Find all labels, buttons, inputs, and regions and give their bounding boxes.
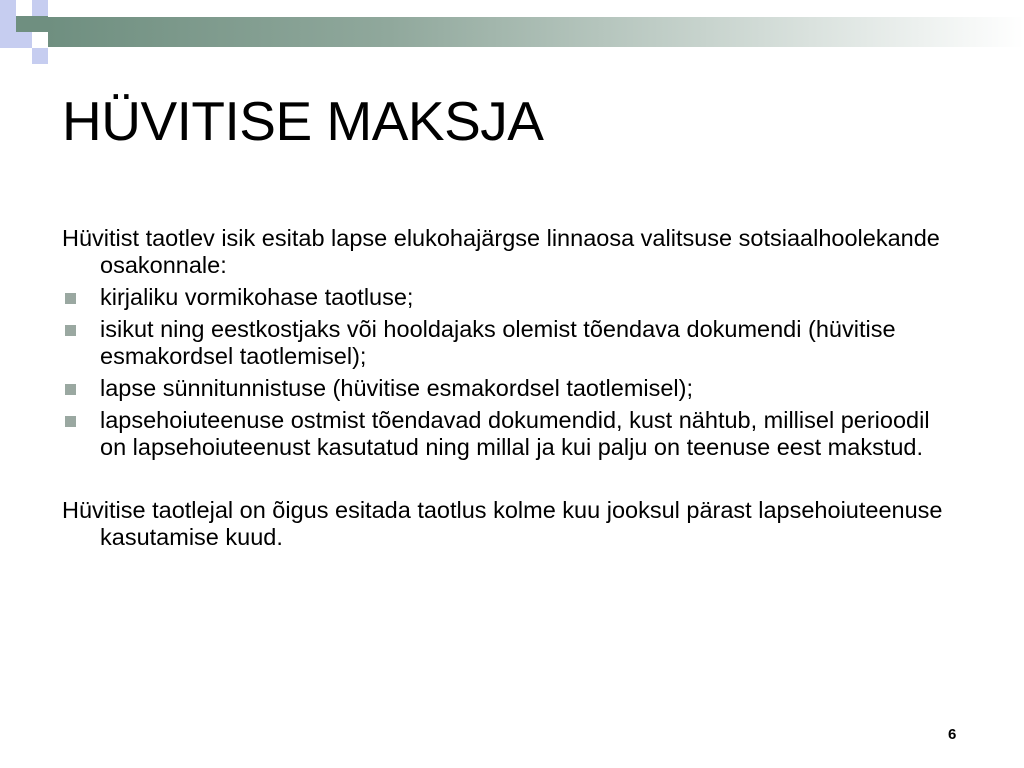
closing-paragraph: Hüvitise taotlejal on õigus esitada taotlus kolme kuu jooksul pärast lapsehoiuteenuse kasutamise kuud.: [62, 497, 943, 550]
deco-square: [32, 16, 48, 32]
bullet-item: [62, 375, 962, 402]
bullet-text: lapsehoiuteenuse ostmist tõendavad dokumendid, kust nähtub, millisel perioodil on lapsehoiuteenust kasutatud ning millal ja kui palju on teenuse eest makstud.: [100, 407, 930, 460]
deco-square: [0, 16, 16, 32]
deco-square: [16, 32, 32, 48]
gradient-bar: [48, 17, 1024, 47]
page-number: 6: [948, 726, 957, 743]
bullet-item: [62, 284, 962, 311]
slide-title: HÜVITISE MAKSJA: [62, 90, 544, 152]
square-bullet-icon: [65, 384, 76, 395]
deco-square: [48, 0, 64, 16]
square-bullet-icon: [65, 293, 76, 304]
header-gradient-bar-icon: [0, 0, 1024, 64]
deco-square: [16, 0, 32, 16]
bullet-text: kirjaliku vormikohase taotluse;: [100, 284, 414, 310]
header-decoration: [0, 0, 1024, 64]
square-bullet-icon: [65, 416, 76, 427]
square-bullet-icon: [65, 325, 76, 336]
deco-square: [0, 0, 16, 16]
deco-square: [32, 32, 48, 48]
bullet-text: lapse sünnitunnistuse (hüvitise esmakordsel taotlemisel);: [100, 375, 694, 401]
deco-square: [0, 32, 16, 48]
deco-square: [32, 0, 48, 16]
intro-paragraph: Hüvitist taotlev isik esitab lapse elukohajärgse linnaosa valitsuse sotsiaalhoolekande osakonnale:: [62, 225, 940, 278]
bullet-text: isikut ning eestkostjaks või hooldajaks olemist tõendava dokumendi (hüvitise esmakordsel taotlemisel);: [100, 316, 896, 369]
deco-square: [32, 48, 48, 64]
bullet-item: [62, 316, 962, 370]
slide-body: [62, 225, 962, 556]
bullet-item: [62, 407, 962, 461]
deco-square: [16, 16, 32, 32]
